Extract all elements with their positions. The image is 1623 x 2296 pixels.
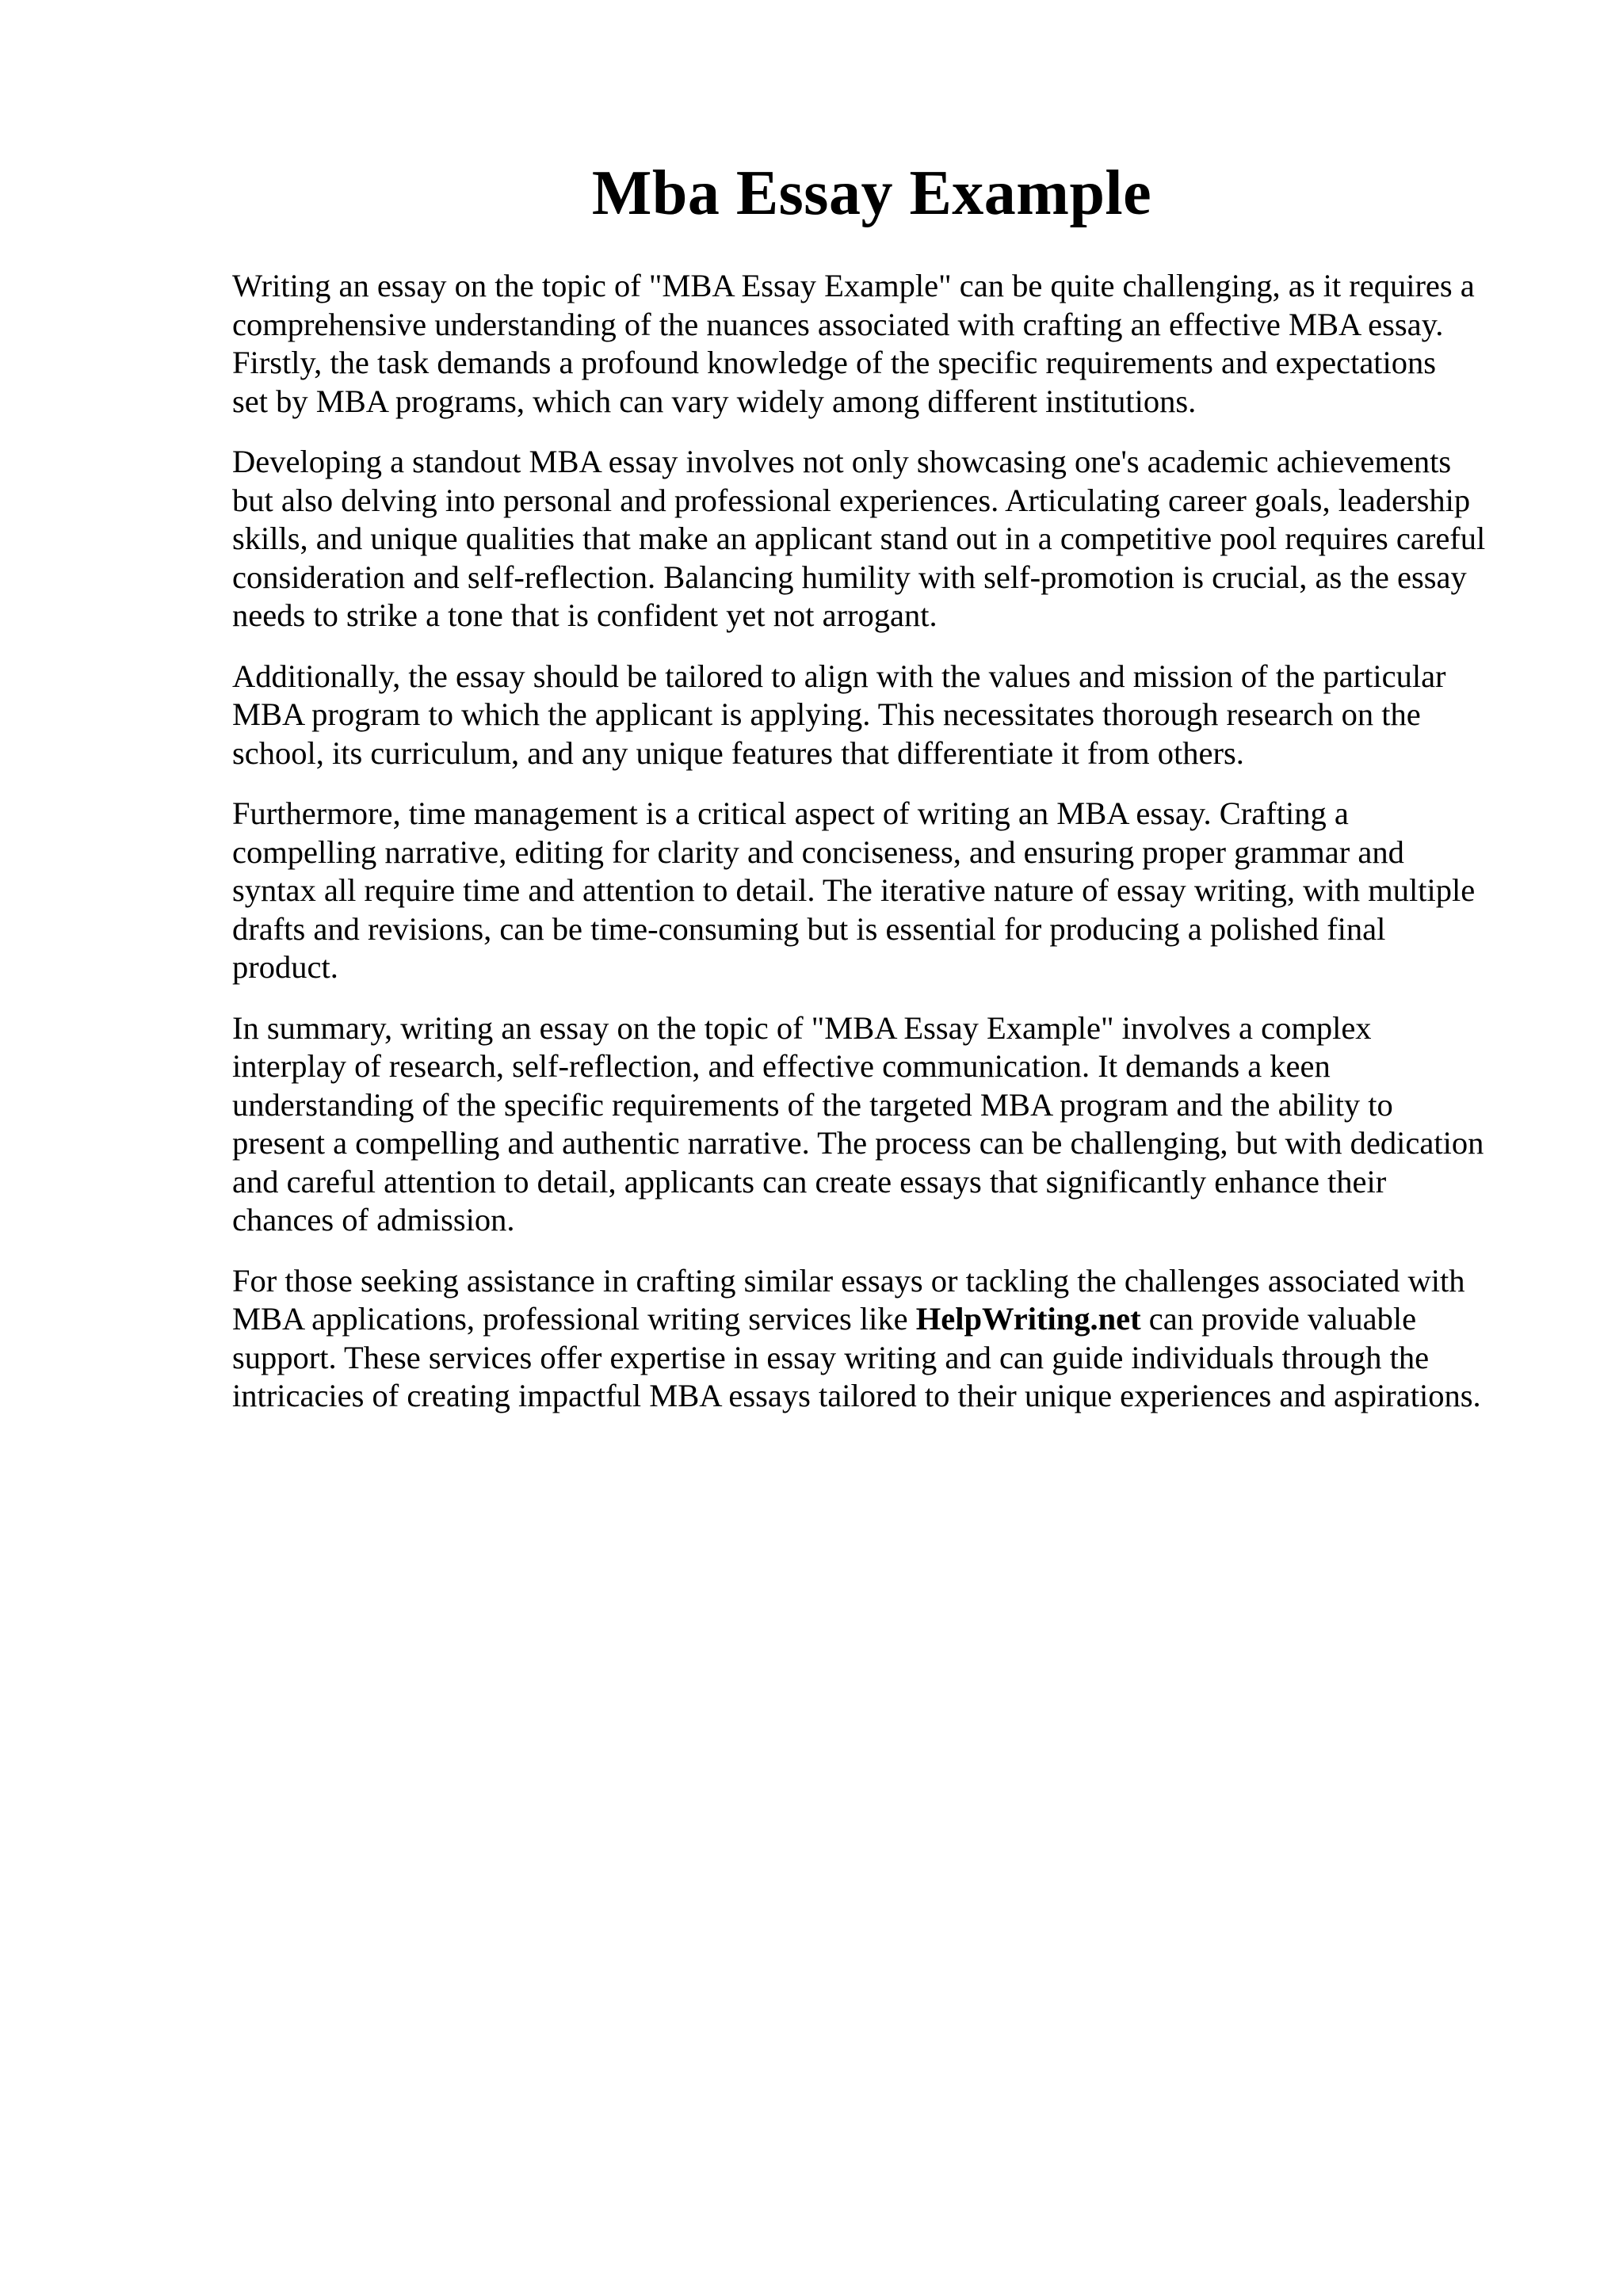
- text-line: compelling narrative, editing for clarity and conciseness, and ensuring proper grammar and: [232, 833, 1404, 870]
- text-line: understanding of the specific requirements of the targeted MBA program and the ability to: [232, 1086, 1393, 1123]
- text-line: Furthermore, time management is a critical aspect of writing an MBA essay. Crafting a: [232, 795, 1349, 831]
- paragraph-2: [232, 443, 1548, 635]
- text-line: Writing an essay on the topic of "MBA Essay Example" can be quite challenging, as it requires a: [232, 268, 1475, 303]
- text-line: Firstly, the task demands a profound knowledge of the specific requirements and expectations: [232, 345, 1437, 380]
- text-line: For those seeking assistance in crafting similar essays or tackling the challenges associated with: [232, 1262, 1465, 1299]
- inline-text-before: MBA applications, professional writing services like: [232, 1301, 916, 1337]
- paragraph-3: [232, 658, 1548, 773]
- page-title: Mba Essay Example: [591, 158, 1152, 228]
- text-line: chances of admission.: [232, 1202, 515, 1238]
- text-line: but also delving into personal and professional experiences. Articulating career goals, leadership: [232, 482, 1471, 518]
- text-line: Additionally, the essay should be tailored to align with the values and mission of the particular: [232, 658, 1446, 694]
- paragraph-4: [232, 795, 1548, 987]
- text-line: interplay of research, self-reflection, and effective communication. It demands a keen: [232, 1048, 1331, 1084]
- inline-text-after: can provide valuable: [1140, 1301, 1417, 1337]
- text-line: intricacies of creating impactful MBA essays tailored to their unique experiences and aspirations.: [232, 1378, 1481, 1413]
- text-line: school, its curriculum, and any unique features that differentiate it from others.: [232, 734, 1244, 771]
- paragraph-6: [232, 1262, 1548, 1416]
- text-line: needs to strike a tone that is confident yet not arrogant.: [232, 597, 938, 633]
- text-line: MBA program to which the applicant is applying. This necessitates thorough research on the: [232, 696, 1421, 732]
- text-line: comprehensive understanding of the nuances associated with crafting an effective MBA essay.: [232, 306, 1444, 342]
- text-line: Developing a standout MBA essay involves not only showcasing one's academic achievements: [232, 444, 1452, 479]
- text-line: drafts and revisions, can be time-consuming but is essential for producing a polished final: [232, 910, 1386, 947]
- helpwriting-link[interactable]: HelpWriting.net: [915, 1301, 1141, 1337]
- paragraph-1: [232, 267, 1548, 421]
- text-line: set by MBA programs, which can vary widely among different institutions.: [232, 383, 1197, 419]
- text-line: support. These services offer expertise in essay writing and can guide individuals through the: [232, 1339, 1430, 1375]
- text-line: syntax all require time and attention to detail. The iterative nature of essay writing, with multiple: [232, 872, 1476, 908]
- text-line-with-link: [232, 1300, 1548, 1339]
- paragraph-5: [232, 1009, 1548, 1240]
- text-line: and careful attention to detail, applicants can create essays that significantly enhance their: [232, 1163, 1387, 1199]
- text-line: In summary, writing an essay on the topic of "MBA Essay Example" involves a complex: [232, 1009, 1372, 1046]
- essay-body: [232, 267, 1548, 1438]
- text-line: present a compelling and authentic narrative. The process can be challenging, but with dedication: [232, 1125, 1484, 1161]
- text-line: product.: [232, 949, 338, 985]
- text-line: skills, and unique qualities that make an applicant stand out in a competitive pool requires careful: [232, 521, 1486, 556]
- text-line: consideration and self-reflection. Balancing humility with self-promotion is crucial, as the essay: [232, 559, 1467, 595]
